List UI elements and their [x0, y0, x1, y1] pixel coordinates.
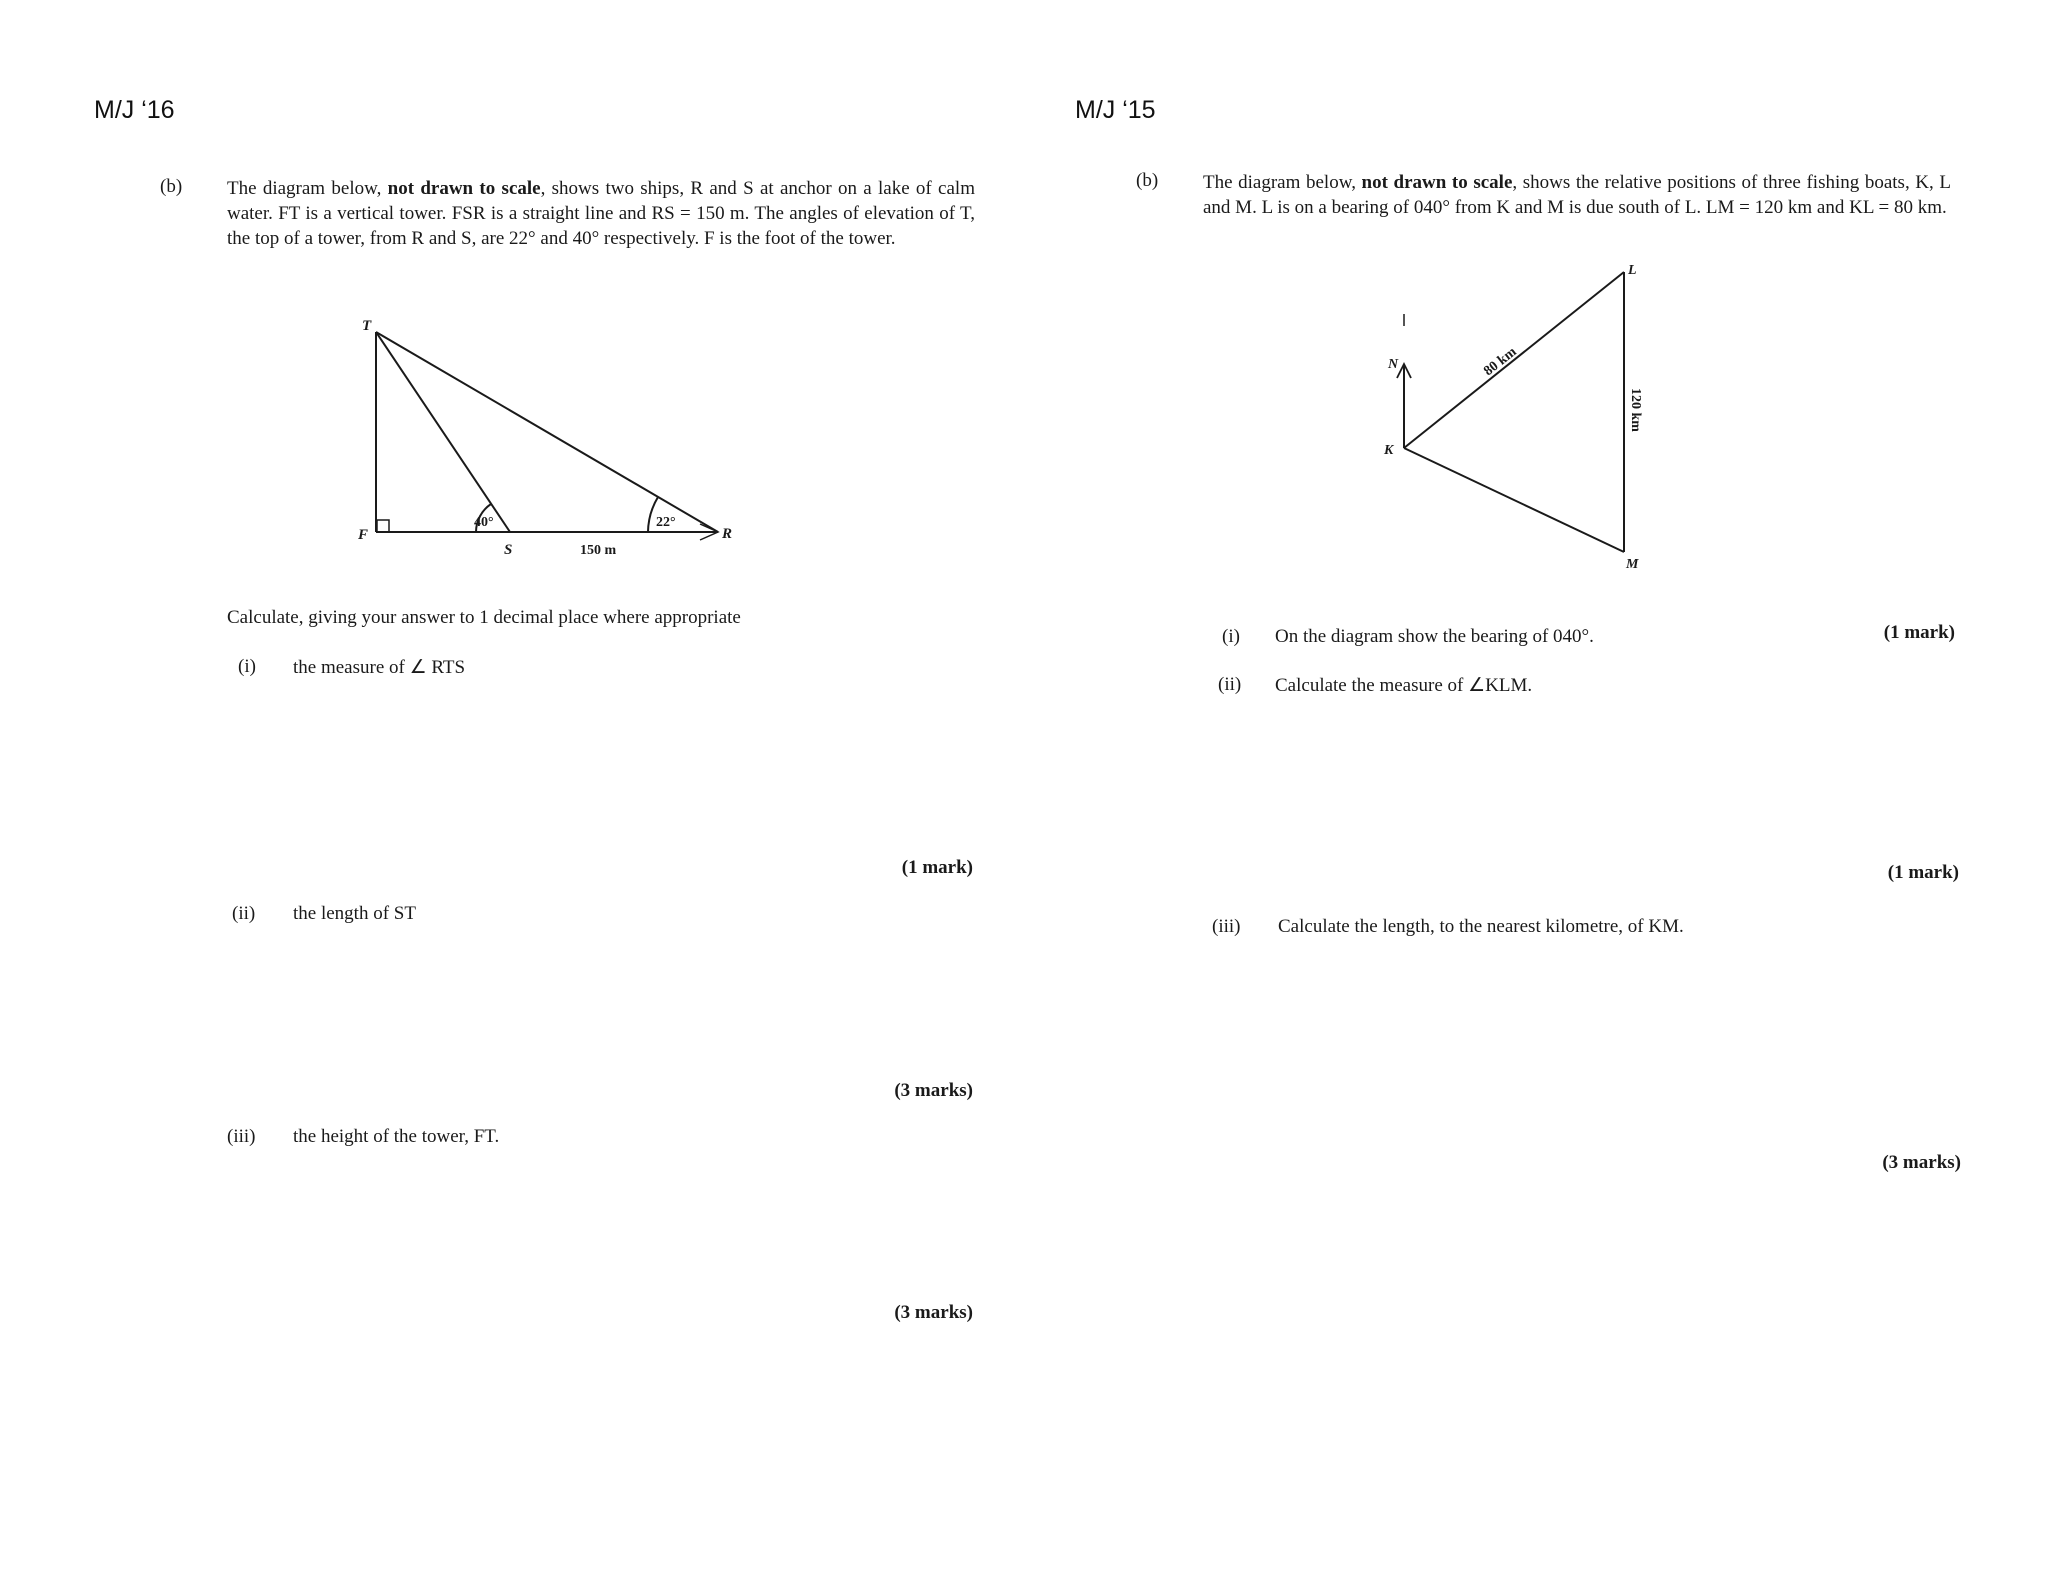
right-part-label: (b) — [1136, 170, 1159, 191]
label-angle-22: 22° — [656, 515, 676, 530]
left-q2-number: (ii) — [232, 903, 256, 924]
right-intro-bold: not drawn to scale — [1361, 172, 1513, 193]
left-intro-bold: not drawn to scale — [387, 178, 541, 199]
label-f: F — [358, 527, 369, 543]
left-intro-text — [227, 176, 975, 251]
left-page-header: M/J ‘16 — [94, 96, 175, 124]
right-q2-number: (ii) — [1218, 674, 1242, 695]
right-q3-number: (iii) — [1212, 916, 1241, 937]
left-q3-number: (iii) — [227, 1126, 256, 1147]
left-q1-number: (i) — [238, 656, 256, 677]
right-q2-text: Calculate the measure of ∠KLM. — [1275, 675, 1533, 696]
right-q1-text: On the diagram show the bearing of 040°. — [1275, 626, 1594, 647]
left-q1-marks: (1 mark) — [901, 857, 973, 878]
label-k: K — [1384, 443, 1394, 458]
label-m: M — [1626, 557, 1639, 572]
left-instruction: Calculate, giving your answer to 1 decimal place where appropriate — [227, 607, 741, 628]
right-angle-marker — [377, 520, 389, 532]
right-q3-marks: (3 marks) — [1882, 1152, 1961, 1173]
left-part-label: (b) — [160, 176, 183, 197]
bearing-diagram — [1370, 258, 1670, 574]
line-km — [1404, 448, 1624, 552]
left-intro-text-2: , shows two ships, R and S at anchor on a lake of calm water. FT is a vertical tower. FSR is a straight line and RS = 150 m. The angles of elevation of T, the top of a tower, from R and S, are 22° and 40° respectively. F is the foot of the tower. — [227, 178, 975, 249]
right-intro-text-1: The diagram below, — [1203, 172, 1362, 193]
left-q1-text: the measure of ∠ RTS — [293, 657, 466, 678]
label-t: T — [362, 318, 372, 334]
right-q1-number: (i) — [1222, 626, 1240, 647]
label-l: L — [1628, 263, 1637, 278]
label-150m: 150 m — [580, 543, 617, 558]
left-intro-text-1: The diagram below, — [227, 178, 388, 199]
label-120km: 120 km — [1628, 388, 1643, 432]
label-n: N — [1388, 357, 1399, 372]
line-tr — [376, 332, 718, 532]
left-q3-text: the height of the tower, FT. — [293, 1126, 500, 1147]
tower-diagram — [340, 310, 740, 570]
right-q1-marks: (1 mark) — [1883, 622, 1955, 643]
right-intro-text-2: , shows the relative positions of three fishing boats, K, L and M. L is on a bearing of 040° from K and M is due south of L. LM = 120 km and KL = 80 km. — [1203, 172, 1951, 218]
right-intro-text — [1203, 170, 1951, 220]
label-r: R — [722, 526, 733, 542]
label-80km: 80 km — [1481, 344, 1520, 380]
left-q2-marks: (3 marks) — [894, 1080, 973, 1101]
line-ts — [376, 332, 510, 532]
right-q2-marks: (1 mark) — [1887, 862, 1959, 883]
label-angle-40: 40° — [474, 515, 494, 530]
label-s: S — [504, 542, 513, 558]
right-q3-text: Calculate the length, to the nearest kilometre, of KM. — [1278, 916, 1684, 937]
left-q2-text: the length of ST — [293, 903, 416, 924]
right-page-header: M/J ‘15 — [1075, 96, 1156, 124]
left-q3-marks: (3 marks) — [894, 1302, 973, 1323]
